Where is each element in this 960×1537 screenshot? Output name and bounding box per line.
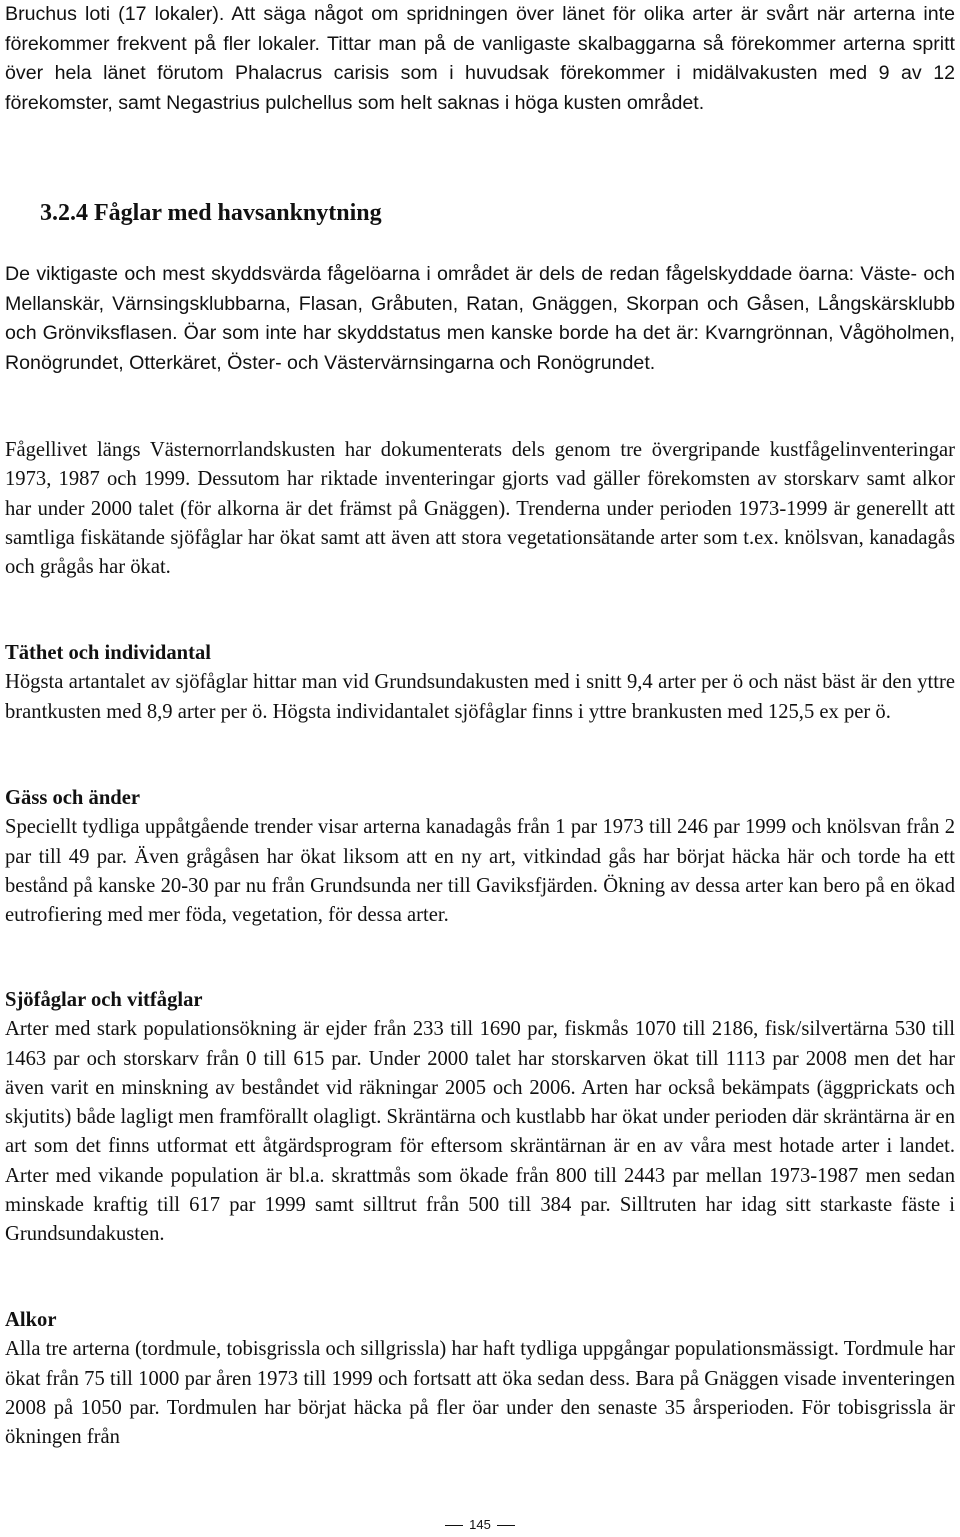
subsection-text: Alla tre arterna (tordmule, tobisgrissla och sillgrissla) har haft tydliga uppgångar populationsmässigt. Tordmule har ökat från 75 till 1000 par åren 1973 till 1999 och fortsatt att öka sedan dess. Bara på Gnäggen visade inventeringen 2008 på 1050 par. Tordmulen har börjat häcka på fler öar under den senaste 35 årsperioden. För tobisgrissla är ökningen från [5,1338,955,1449]
subsection-geese-ducks [5,784,955,930]
page-number-dash-right [497,1525,515,1526]
subsection-text: Arter med stark populationsökning är ejder från 233 till 1690 par, fiskmås 1070 till 2186, fisk/silvertärna 530 till 1463 par och storskarv från 0 till 615 par. Under 2000 talet har storskarven ökat till 1113 par 2008 men det har även varit en minskning av beståndet vid räkningar 2005 och 2006. Arten har också bekämpats (äggprickats och skjutits) både lagligt men framförallt olagligt. Skräntärna och kustlabb har ökat under perioden där skräntärna är en art som det finns utformat ett åtgärdsprogram för eftersom skräntärnan är en av våra mest hotade arter i landet. Arter med vikande population är bl.a. skrattmås som ökade från 800 till 2443 par mellan 1973-1987 men sedan minskade kraftig till 617 par 1999 samt silltrut från 500 till 384 par. Silltruten har idag sitt starkaste fäste i Grundsundakusten. [5,1018,955,1246]
section-heading: 3.2.4 Fåglar med havsanknytning [40,200,382,226]
subsection-title: Gäss och änder [5,787,141,809]
subsection-seabirds [5,986,955,1250]
intro-paragraph: Bruchus loti (17 lokaler). Att säga något om spridningen över länet för olika arter är svårt när arterna inte förekommer frekvent på fler lokaler. Tittar man på de vanligaste skalbaggarna så förekommer arterna spritt över hela länet förutom Phalacrus carisis som i huvudsak förekommer i midälvakusten med 9 av 12 förekomster, samt Negastrius pulchellus som helt saknas i höga kusten området. [5,3,955,114]
islands-paragraph: De viktigaste och mest skyddsvärda fågelöarna i området är dels de redan fågelskyddade öarna: Väste- och Mellanskär, Värnsingsklubbarna, Flasan, Gråbuten, Ratan, Gnäggen, Skorpan och Gåsen, Långskärsklubb och Grönviksflasen. Öar som inte har skyddstatus men kanske borde ha det är: Kvarngrönnan, Vågöholmen, Ronögrundet, Otterkäret, Öster- och Västervärnsingarna och Ronögrundet. [5,263,955,374]
subsection-text: Högsta artantalet av sjöfåglar hittar man vid Grundsundakusten med i snitt 9,4 arter per ö och näst bäst är den yttre brantkusten med 8,9 arter per ö. Högsta individantalet sjöfåglar finns i yttre brankusten med 125,5 ex per ö. [5,671,955,723]
subsection-title: Täthet och individantal [5,642,211,664]
subsection-title: Alkor [5,1309,57,1331]
page-number-text: 145 [469,1517,491,1532]
birdlife-paragraph: Fågellivet längs Västernorrlandskusten har dokumenterats dels genom tre övergripande kustfågelinventeringar 1973, 1987 och 1999. Dessutom har riktade inventeringar gjorts vad gäller förekomsten av storskarv samt alkor har under 2000 talet (för alkorna är det främst på Gnäggen). Trenderna under perioden 1973-1999 är generellt att samtliga fiskätande sjöfåglar har ökat samt att även att stora vegetationsätande arter som t.ex. knölsvan, kanadagås och grågås har ökat. [5,439,955,579]
subsection-title: Sjöfåglar och vitfåglar [5,989,203,1011]
subsection-density [5,639,955,727]
page-number [0,1517,960,1533]
page-number-dash-left [445,1525,463,1526]
subsection-auks [5,1306,955,1452]
subsection-text: Speciellt tydliga uppåtgående trender visar arterna kanadagås från 1 par 1973 till 246 par 1999 och knölsvan från 2 par till 49 par. Även grågåsen har ökat liksom att en ny art, vitkindad gås har börjat häcka här och torde ha ett bestånd på kanske 20-30 par nu från Grundsunda ner till Gaviksfjärden. Ökning av dessa arter kan bero på en ökad eutrofiering med mer föda, vegetation, för dessa arter. [5,816,955,927]
